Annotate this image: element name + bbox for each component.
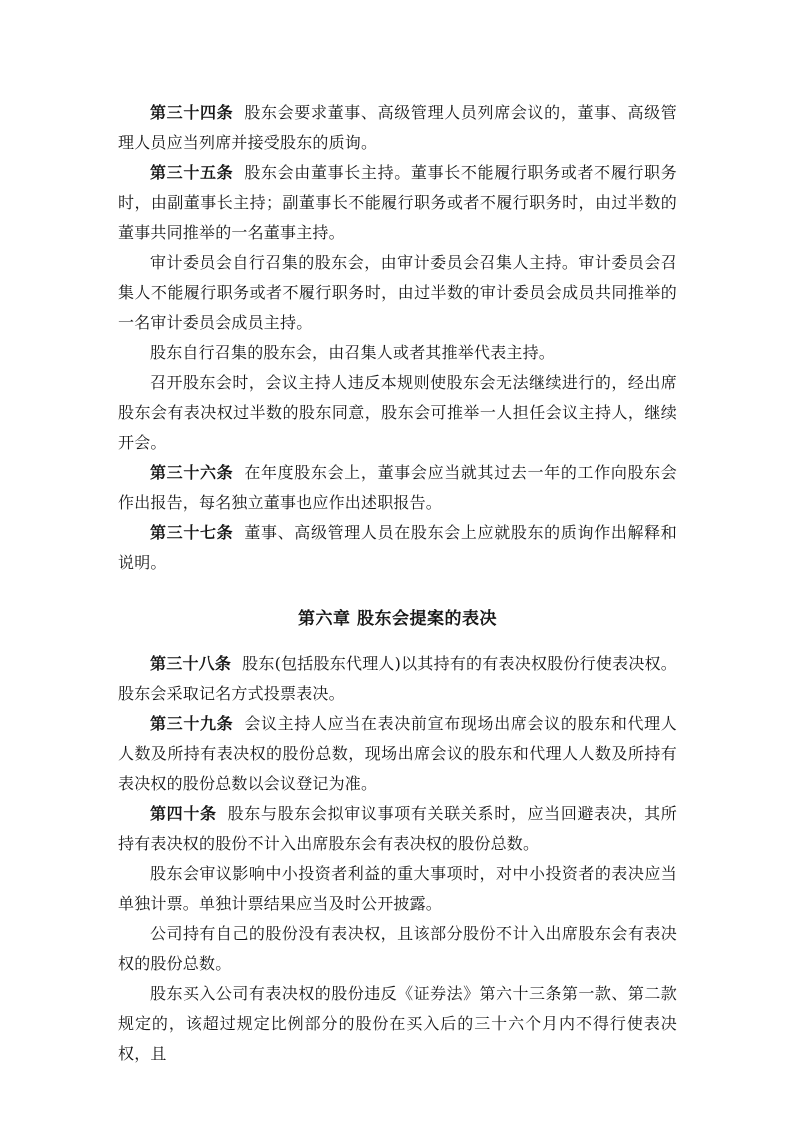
paragraph-article-40 [118,799,677,859]
article-34-text: 股东会要求董事、高级管理人员列席会议的，董事、高级管理人员应当列席并接受股东的质询。 [118,103,677,152]
article-37-text: 董事、高级管理人员在股东会上应就股东的质询作出解释和说明。 [118,523,677,572]
paragraph-securities-law [118,979,677,1069]
article-35-text: 股东会由董事长主持。董事长不能履行职务或者不履行职务时，由副董事长主持；副董事长不能履行职务或者不履行职务时，由过半数的董事共同推举的一名董事主持。 [118,163,677,242]
minority-investors-text: 股东会审议影响中小投资者利益的重大事项时，对中小投资者的表决应当单独计票。单独计票结果应当及时公开披露。 [118,864,677,913]
article-38-text: 股东(包括股东代理人)以其持有的有表决权股份行使表决权。股东会采取记名方式投票表决。 [118,654,677,703]
article-36-number: 第三十六条 [150,463,234,482]
paragraph-own-shares [118,919,677,979]
paragraph-article-39 [118,709,677,799]
paragraph-audit-committee-convene [118,248,677,338]
article-40-number: 第四十条 [150,804,217,823]
paragraph-article-35 [118,158,677,248]
paragraph-minority-investors [118,859,677,919]
article-38-number: 第三十八条 [150,654,232,673]
paragraph-shareholder-convene [118,338,677,368]
paragraph-article-38 [118,649,677,709]
article-39-number: 第三十九条 [150,714,234,733]
shareholder-convene-text: 股东自行召集的股东会，由召集人或者其推举代表主持。 [150,343,556,362]
paragraph-article-36 [118,458,677,518]
article-34-number: 第三十四条 [150,103,234,122]
article-39-text: 会议主持人应当在表决前宣布现场出席会议的股东和代理人人数及所持有表决权的股份总数，现场出席会议的股东和代理人人数及所持有表决权的股份总数以会议登记为准。 [118,714,677,793]
securities-law-text: 股东买入公司有表决权的股份违反《证券法》第六十三条第一款、第二款规定的，该超过规定比例部分的股份在买入后的三十六个月内不得行使表决权，且 [118,984,677,1063]
paragraph-meeting-chair-violation [118,368,677,458]
paragraph-article-34 [118,98,677,158]
paragraph-article-37 [118,518,677,578]
article-40-text: 股东与股东会拟审议事项有关联关系时，应当回避表决，其所持有表决权的股份不计入出席股东会有表决权的股份总数。 [118,804,677,853]
meeting-chair-violation-text: 召开股东会时，会议主持人违反本规则使股东会无法继续进行的，经出席股东会有表决权过半数的股东同意，股东会可推举一人担任会议主持人，继续开会。 [118,373,677,452]
own-shares-text: 公司持有自己的股份没有表决权，且该部分股份不计入出席股东会有表决权的股份总数。 [118,924,677,973]
audit-committee-convene-text: 审计委员会自行召集的股东会，由审计委员会召集人主持。审计委员会召集人不能履行职务或者不履行职务时，由过半数的审计委员会成员共同推举的一名审计委员会成员主持。 [118,253,677,332]
article-35-number: 第三十五条 [150,163,234,182]
article-37-number: 第三十七条 [150,523,234,542]
article-36-text: 在年度股东会上，董事会应当就其过去一年的工作向股东会作出报告，每名独立董事也应作出述职报告。 [118,463,677,512]
chapter-6-heading: 第六章 股东会提案的表决 [298,609,497,629]
